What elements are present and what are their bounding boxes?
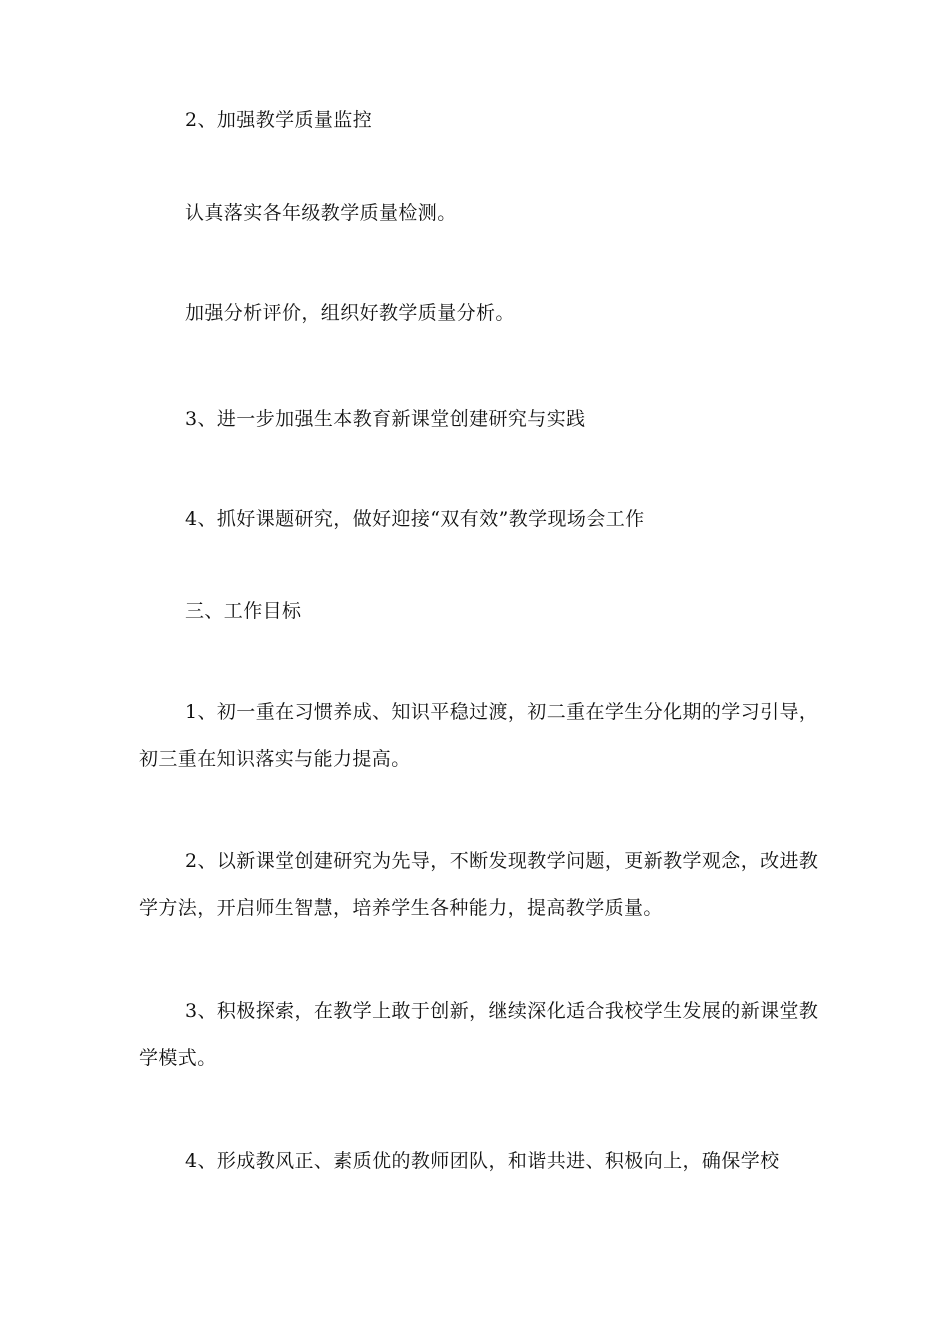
paragraph-grade-testing: 认真落实各年级教学质量检测。 [185, 202, 457, 224]
paragraph-goal-2: 2、以新课堂创建研究为先导，不断发现教学问题，更新教学观念，改进教学方法，开启师生智慧，培养学生各种能力，提高教学质量。 [139, 850, 819, 919]
paragraph-goal-3: 3、积极探索，在教学上敢于创新，继续深化适合我校学生发展的新课堂教学模式。 [139, 1000, 819, 1069]
paragraph-analysis-evaluation: 加强分析评价，组织好教学质量分析。 [185, 302, 515, 324]
paragraph-new-classroom-heading: 3、进一步加强生本教育新课堂创建研究与实践 [185, 408, 586, 430]
paragraph-research-topic-heading: 4、抓好课题研究，做好迎接“双有效”教学现场会工作 [185, 508, 645, 530]
paragraph-quality-monitoring-heading: 2、加强教学质量监控 [185, 109, 373, 131]
paragraph-goal-1: 1、初一重在习惯养成、知识平稳过渡，初二重在学生分化期的学习引导，初三重在知识落实与能力提高。 [139, 701, 819, 770]
paragraph-goal-4: 4、形成教风正、素质优的教师团队，和谐共进、积极向上，确保学校 [185, 1150, 780, 1172]
section-heading-work-goals: 三、工作目标 [185, 600, 302, 622]
